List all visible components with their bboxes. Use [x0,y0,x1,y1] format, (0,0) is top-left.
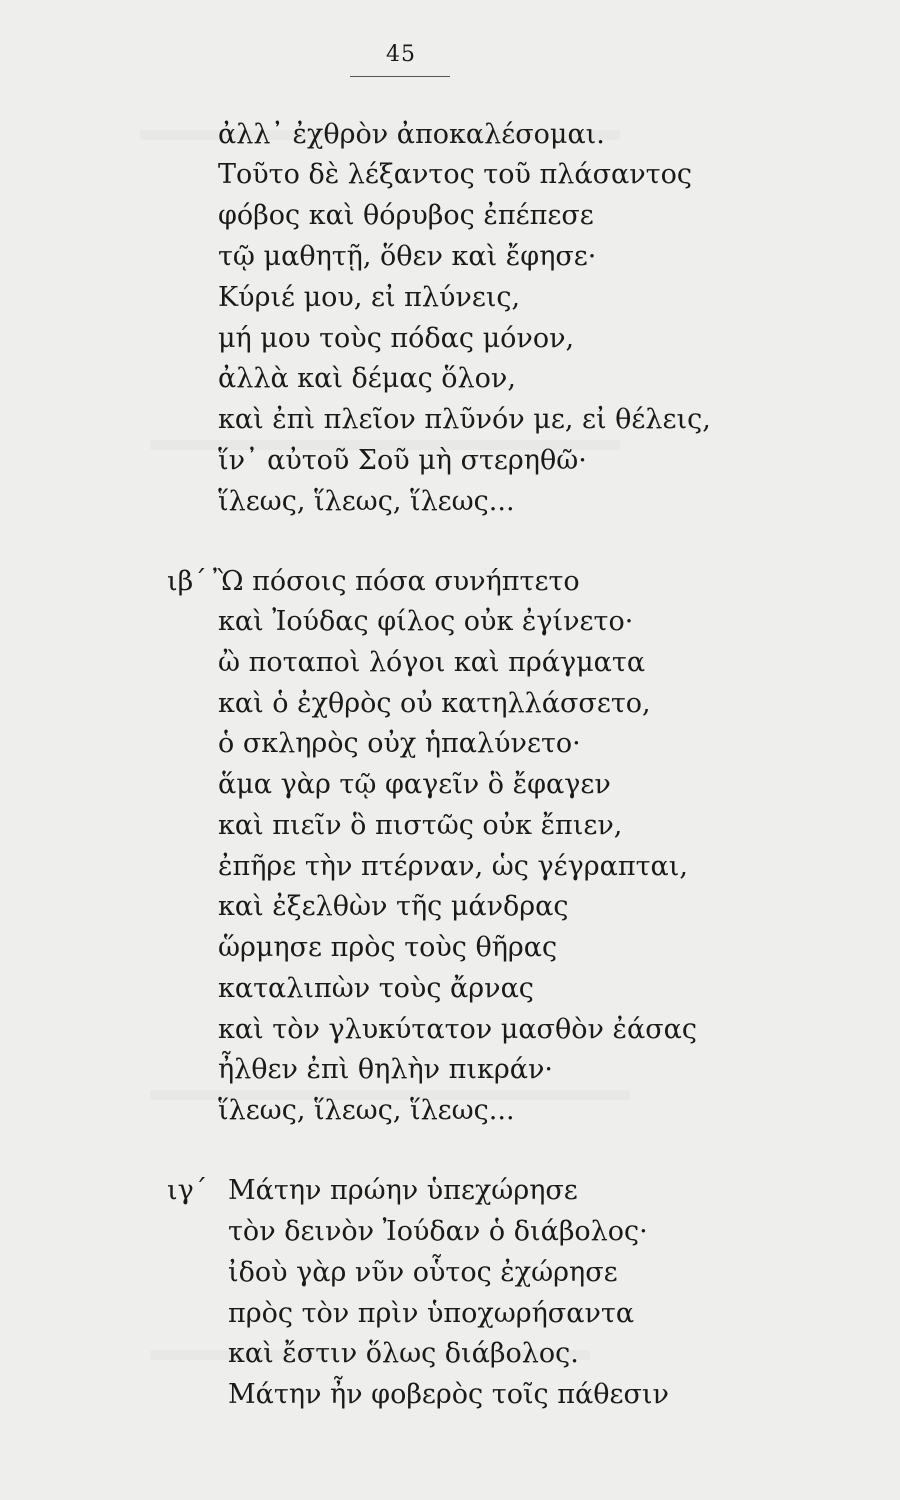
verse-line: πρὸς τὸν πρὶν ὑποχωρήσαντα [228,1298,635,1329]
verse-line: Κύριέ μου, εἰ πλύνεις, [218,282,521,313]
verse-line: καὶ τὸν γλυκύτατον μασθὸν ἐάσας [218,1014,697,1045]
verse-line: ἐπῆρε τὴν πτέρναν, ὡς γέγραπται, [218,851,688,882]
verse-line: τὸν δεινὸν Ἰούδαν ὁ διάβολος· [228,1216,648,1247]
verse-line: καὶ Ἰούδας φίλος οὐκ ἐγίνετο· [218,606,634,637]
verse-line: ἦλθεν ἐπὶ θηλὴν πικράν· [218,1054,553,1085]
verse-line: καὶ ἔστιν ὅλως διάβολος. [228,1338,579,1369]
verse-line: ἀλλ᾽ ἐχθρὸν ἀποκαλέσομαι. [218,119,605,150]
page-number: 45 [386,42,416,67]
stanza-number: ιβ΄ [167,566,207,597]
verse-line: φόβος καὶ θόρυβος ἐπέπεσε [218,200,594,231]
verse-line: καὶ πιεῖν ὃ πιστῶς οὐκ ἔπιεν, [218,810,623,841]
verse-line: ἰδοὺ γὰρ νῦν οὗτος ἐχώρησε [228,1257,618,1288]
verse-line: ὥρμησε πρὸς τοὺς θῆρας [218,932,558,963]
verse-line: Ὢ πόσοις πόσα συνήπτετο [213,566,580,597]
verse-line: ἀλλὰ καὶ δέμας ὅλον, [218,363,516,394]
verse-line: Μάτην ἦν φοβερὸς τοῖς πάθεσιν [228,1379,669,1410]
verse-line: καὶ ἐξελθὼν τῆς μάνδρας [218,891,569,922]
verse-line: ἵλεως, ἵλεως, ἵλεως... [218,486,515,517]
verse-line: ὁ σκληρὸς οὐχ ἡπαλύνετο· [218,728,581,759]
verse-line: ἅμα γὰρ τῷ φαγεῖν ὃ ἔφαγεν [218,769,611,800]
verse-line: Τοῦτο δὲ λέξαντος τοῦ πλάσαντος [218,159,692,190]
verse-line: ἵλεως, ἵλεως, ἵλεως... [218,1095,515,1126]
verse-line: Μάτην πρώην ὑπεχώρησε [228,1175,578,1206]
verse-line: μή μου τοὺς πόδας μόνον, [218,323,575,354]
verse-line: τῷ μαθητῇ, ὅθεν καὶ ἔφησε· [218,241,597,272]
verse-line: καταλιπὼν τοὺς ἄρνας [218,973,534,1004]
stanza-number: ιγ΄ [167,1175,208,1206]
verse-line: καὶ ἐπὶ πλεῖον πλῦνόν με, εἰ θέλεις, [218,404,711,435]
verse-line: ἵν᾽ αὐτοῦ Σοῦ μὴ στερηθῶ· [218,445,587,476]
verse-line: ὢ ποταποὶ λόγοι καὶ πράγματα [218,647,646,678]
page-number-rule [350,76,450,77]
verse-line: καὶ ὁ ἐχθρὸς οὐ κατηλλάσσετο, [218,688,651,719]
